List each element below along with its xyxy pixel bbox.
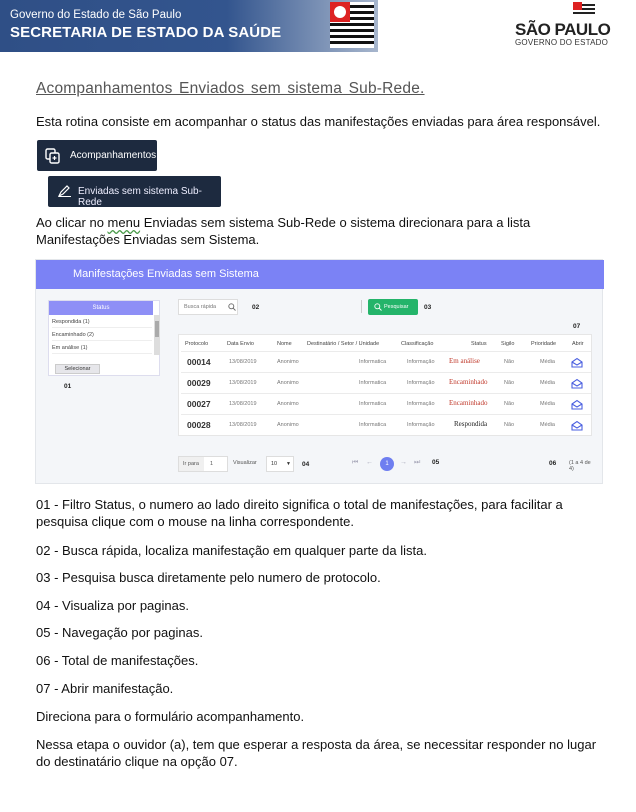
cell-data: 13/08/2019 bbox=[229, 380, 257, 386]
cell-status: Respondida bbox=[454, 420, 488, 428]
search-icon bbox=[374, 303, 382, 311]
cell-prioridade: Média bbox=[540, 359, 555, 365]
cell-protocolo: 00027 bbox=[187, 399, 211, 409]
copy-icon bbox=[45, 148, 61, 164]
open-envelope-icon[interactable] bbox=[571, 357, 583, 368]
quick-search-input[interactable] bbox=[178, 299, 238, 315]
cell-classificacao: Informação bbox=[407, 422, 435, 428]
cell-status: Encaminhado bbox=[449, 378, 488, 386]
cell-destinatario: Informatica bbox=[359, 380, 387, 386]
col-status: Status bbox=[471, 341, 487, 347]
table-row[interactable] bbox=[181, 372, 591, 393]
cell-nome: Anonimo bbox=[277, 422, 299, 428]
current-page-button[interactable]: 1 bbox=[380, 457, 394, 471]
marker-03: 03 bbox=[424, 304, 432, 311]
go-to-page-input[interactable] bbox=[178, 456, 228, 472]
cell-nome: Anonimo bbox=[277, 359, 299, 365]
menu-enviadas-sem-sistema[interactable] bbox=[48, 176, 221, 207]
cell-destinatario: Informatica bbox=[359, 359, 387, 365]
status-filter-header: Status bbox=[49, 301, 153, 315]
intro-text: Esta rotina consiste em acompanhar o status das manifestações enviadas para área responsável. bbox=[36, 114, 601, 129]
table-row[interactable] bbox=[181, 351, 591, 372]
quick-search-placeholder: Busca rápida bbox=[184, 304, 217, 310]
marker-07: 07 bbox=[573, 323, 581, 330]
col-protocolo: Protocolo bbox=[185, 341, 209, 347]
go-to-page-value: 1 bbox=[210, 461, 214, 467]
direciona-text: Direciona para o formulário acompanhamento. bbox=[36, 709, 305, 724]
logo-sao-paulo: SÃO PAULO bbox=[515, 20, 611, 39]
cell-prioridade: Média bbox=[540, 380, 555, 386]
per-page-select[interactable] bbox=[266, 456, 294, 472]
status-item-em-analise[interactable]: Em análise (1) bbox=[52, 345, 152, 354]
marker-05: 05 bbox=[432, 459, 440, 466]
click-text-part2: Enviadas sem sistema Sub-Rede o sistema direcionara para a lista Manifestações Enviadas sem Sistema. bbox=[36, 215, 531, 247]
status-item-encaminhado[interactable]: Encaminhado (2) bbox=[52, 332, 152, 341]
marker-06: 06 bbox=[549, 460, 557, 467]
toolbar-divider bbox=[361, 300, 362, 313]
cell-classificacao: Informação bbox=[407, 401, 435, 407]
cell-destinatario: Informatica bbox=[359, 422, 387, 428]
cell-classificacao: Informação bbox=[407, 359, 435, 365]
status-scrollbar-thumb[interactable] bbox=[155, 321, 159, 337]
legend-06: 06 - Total de manifestações. bbox=[36, 653, 199, 668]
open-envelope-icon[interactable] bbox=[571, 378, 583, 389]
sao-paulo-logo bbox=[515, 8, 625, 48]
next-page-icon[interactable]: → bbox=[400, 459, 407, 466]
legend-01: 01 - Filtro Status, o numero ao lado direito significa o total de manifestações, para facilitar a pesquisa clique com o mouse na linha correspondente. bbox=[36, 497, 563, 529]
cell-sigilo: Não bbox=[504, 359, 515, 365]
status-filter bbox=[48, 300, 160, 376]
cell-protocolo: 00028 bbox=[187, 420, 211, 430]
cell-data: 13/08/2019 bbox=[229, 401, 257, 407]
status-item-respondida[interactable]: Respondida (1) bbox=[52, 319, 152, 328]
legend-02: 02 - Busca rápida, localiza manifestação em qualquer parte da lista. bbox=[36, 543, 427, 558]
cell-sigilo: Não bbox=[504, 401, 515, 407]
menu-acompanhamentos[interactable] bbox=[37, 140, 157, 171]
legend-05: 05 - Navegação por paginas. bbox=[36, 625, 203, 640]
col-nome: Nome bbox=[277, 341, 292, 347]
go-to-page-label: Ir para bbox=[179, 457, 204, 471]
pesquisar-button[interactable] bbox=[368, 299, 418, 315]
menu-enviadas-label: Enviadas sem sistema Sub-Rede bbox=[78, 186, 202, 208]
cell-classificacao: Informação bbox=[407, 380, 435, 386]
selecionar-button[interactable]: Selecionar bbox=[55, 364, 100, 374]
legend-04: 04 - Visualiza por paginas. bbox=[36, 598, 189, 613]
manifestations-table bbox=[178, 334, 592, 436]
first-page-icon[interactable]: ⏮ bbox=[352, 459, 359, 466]
cell-data: 13/08/2019 bbox=[229, 422, 257, 428]
search-icon bbox=[228, 303, 236, 311]
screenshot-title: Manifestações Enviadas sem Sistema bbox=[73, 268, 259, 280]
prev-page-icon[interactable]: ← bbox=[366, 459, 373, 466]
table-row[interactable] bbox=[181, 393, 591, 414]
logo-governo: GOVERNO DO ESTADO bbox=[515, 38, 609, 47]
last-page-icon[interactable]: ⏭ bbox=[414, 459, 421, 466]
col-destinatario: Destinatário / Setor / Unidade bbox=[307, 341, 380, 347]
etapa-text: Nessa etapa o ouvidor (a), tem que esperar a resposta da área, se necessitar responder no lugar do destinatário clique na opção 07. bbox=[36, 737, 597, 769]
cell-destinatario: Informatica bbox=[359, 401, 387, 407]
click-text-menu-word: menu bbox=[107, 215, 141, 230]
screenshot-header bbox=[36, 260, 604, 289]
cell-prioridade: Média bbox=[540, 422, 555, 428]
cell-protocolo: 00014 bbox=[187, 357, 211, 367]
cell-prioridade: Média bbox=[540, 401, 555, 407]
click-text-part1: Ao clicar no bbox=[36, 215, 108, 230]
marker-02: 02 bbox=[252, 304, 260, 311]
col-data-envio: Data Envio bbox=[227, 341, 254, 347]
cell-sigilo: Não bbox=[504, 380, 515, 386]
col-prioridade: Prioridade bbox=[531, 341, 557, 347]
marker-01: 01 bbox=[64, 383, 72, 390]
pesquisar-label: Pesquisar bbox=[384, 304, 409, 310]
cell-data: 13/08/2019 bbox=[229, 359, 257, 365]
secretaria-line: SECRETARIA DE ESTADO DA SAÚDE bbox=[10, 24, 282, 41]
col-classificacao: Classificação bbox=[401, 341, 434, 347]
cell-protocolo: 00029 bbox=[187, 378, 211, 388]
system-screenshot bbox=[35, 259, 603, 484]
col-sigilo: Sigilo bbox=[501, 341, 515, 347]
sp-flag-icon bbox=[330, 2, 374, 48]
open-envelope-icon[interactable] bbox=[571, 399, 583, 410]
pagination-bar bbox=[178, 456, 592, 472]
chevron-down-icon: ▼ bbox=[286, 461, 291, 467]
total-info: (1 a 4 de 4) bbox=[569, 460, 591, 472]
cell-status: Em análise bbox=[449, 357, 480, 365]
legend-07: 07 - Abrir manifestação. bbox=[36, 681, 174, 696]
table-row[interactable] bbox=[181, 414, 591, 435]
sp-emblem-icon bbox=[573, 2, 595, 18]
click-explanation bbox=[36, 214, 606, 248]
open-envelope-icon[interactable] bbox=[571, 420, 583, 431]
visualizar-label: Visualizar bbox=[233, 460, 257, 466]
marker-04: 04 bbox=[302, 461, 310, 468]
gov-line: Governo do Estado de São Paulo bbox=[10, 9, 182, 21]
cell-sigilo: Não bbox=[504, 422, 515, 428]
pencil-icon bbox=[58, 185, 72, 197]
legend-03: 03 - Pesquisa busca diretamente pelo numero de protocolo. bbox=[36, 570, 381, 585]
col-abrir: Abrir bbox=[572, 341, 584, 347]
cell-nome: Anonimo bbox=[277, 380, 299, 386]
header-banner bbox=[0, 0, 378, 52]
page-title: Acompanhamentos Enviados sem sistema Sub-Rede. bbox=[36, 80, 425, 97]
menu-acompanhamentos-label: Acompanhamentos bbox=[70, 150, 157, 161]
cell-status: Encaminhado bbox=[449, 399, 488, 407]
per-page-value: 10 bbox=[271, 461, 278, 467]
cell-nome: Anonimo bbox=[277, 401, 299, 407]
